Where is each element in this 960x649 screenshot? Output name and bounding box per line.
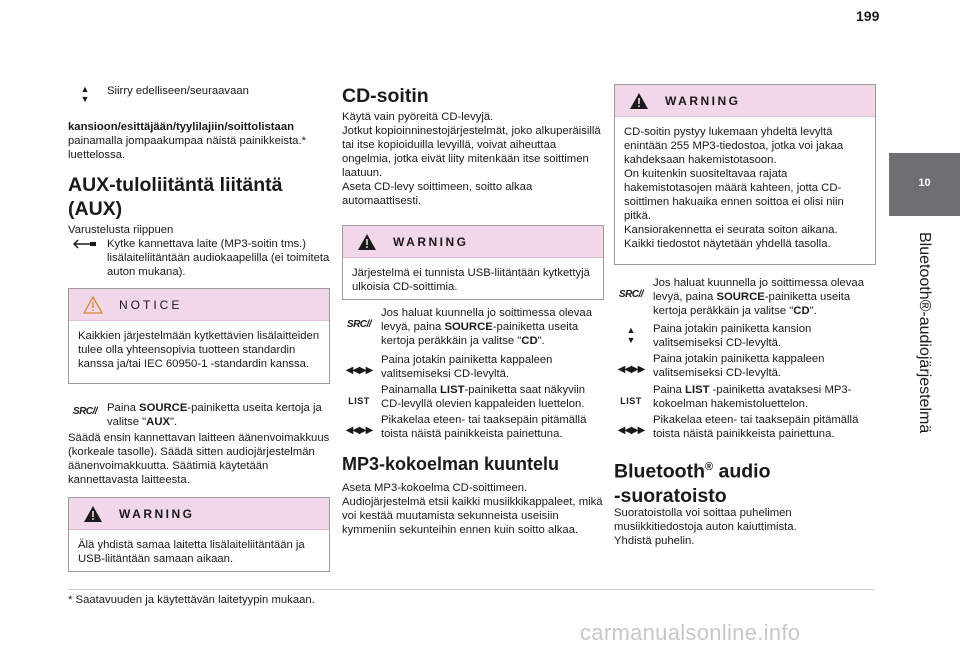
warning-header xyxy=(615,85,875,117)
notice-header xyxy=(69,289,329,321)
left-right-arrows-icon: ◀◀▶▶ xyxy=(345,365,373,376)
list-row xyxy=(614,383,876,411)
aux-intro: Varustelusta riippuen xyxy=(68,224,174,236)
notice-text: Kaikkien järjestelmään kytkettävien lisälaitteiden tulee olla yhteensopivia tuotteen standardin kanssa ja/tai IEC 60950-1 -standardin kanssa. xyxy=(78,330,320,370)
footnote: * Saatavuuden ja käytettävän laitetyypin mukaan. xyxy=(68,594,315,606)
list-text: Painamalla LIST-painiketta saat näkyviin CD-levyllä olevien kappaleiden luettelon. xyxy=(381,384,586,410)
list-icon: LIST xyxy=(620,396,642,406)
notice-label: NOTICE xyxy=(119,298,183,312)
folder-select-text: Paina jotakin painiketta kansion valitsemiseksi CD-levyltä. xyxy=(653,323,812,349)
aux-connect-row xyxy=(68,237,330,279)
warning-text: Älä yhdistä samaa laitetta lisälaiteliitäntään ja USB-liitäntään samaan aikaan. xyxy=(78,539,305,565)
aux-title-line2: (AUX) xyxy=(68,198,123,220)
aux-connect-text: Kytke kannettava laite (MP3-soitin tms.) lisälaiteliitäntään audiokaapelilla (ei toimiteta auton mukana). xyxy=(107,238,330,278)
source-icon: SRC// xyxy=(72,406,98,417)
track-select-row xyxy=(342,353,604,381)
warning-label: WARNING xyxy=(393,235,469,249)
warning-box-cd xyxy=(342,225,604,300)
source-aux-row xyxy=(68,401,330,429)
watermark: carmanualsonline.info xyxy=(580,620,801,645)
warning-text: CD-soitin pystyy lukemaan yhdeltä levyltä enintään 255 MP3-tiedostoa, jotka voi jakaa kahdeksaan hakemistotasoon. On kuitenkin suositeltavaa rajata hakemistotasojen määrä kahteen, jotta CD-soittimen hakuaika ennen soittoa ei olisi niin pitkä. Kansiorakennetta ei seurata soiton aikana. Kaikki tiedostot näytetään yhdellä tasolla. xyxy=(624,126,844,250)
list-row xyxy=(342,383,604,411)
warning-box-aux xyxy=(68,497,330,572)
fast-text: Pikakelaa eteen- tai taaksepäin pitämällä toista näistä painikkeista painettuna. xyxy=(653,414,859,440)
warning-triangle-icon xyxy=(357,233,377,251)
aux-cable-icon xyxy=(68,237,102,256)
chapter-number: 10 xyxy=(918,177,931,189)
warning-triangle-icon xyxy=(83,505,103,523)
source-cd-row xyxy=(342,306,604,348)
chapter-tab xyxy=(889,153,960,216)
left-right-arrows-icon: ◀◀▶▶ xyxy=(345,425,373,436)
page-number: 199 xyxy=(856,8,880,24)
track-select-row xyxy=(614,352,876,380)
fast-row xyxy=(342,413,604,441)
warning-box-mp3 xyxy=(614,84,876,265)
list-text: Paina LIST -painiketta avataksesi MP3-kokoelman hakemistoluettelon. xyxy=(653,384,852,410)
aux-adjust-text: Säädä ensin kannettavan laitteen äänenvoimakkuus (korkeale tasolle). Säädä sitten audiojärjestelmän äänenvoimakkuutta. Säätimiä käytetään kannettavasta laitteesta. xyxy=(68,432,330,486)
footnote-divider xyxy=(68,589,874,590)
folder-select-row xyxy=(614,322,876,350)
track-select-text: Paina jotakin painiketta kappaleen valitsemiseksi CD-levyltä. xyxy=(653,353,825,379)
source-icon: SRC// xyxy=(346,319,372,330)
skip-detail xyxy=(68,120,330,162)
bluetooth-title: Bluetooth® audio -suoratoisto xyxy=(614,460,771,507)
notice-triangle-icon xyxy=(83,296,103,314)
aux-title xyxy=(68,173,330,221)
up-down-arrows-icon: ▲ ▼ xyxy=(80,84,90,104)
left-right-arrows-icon: ◀◀▶▶ xyxy=(617,425,645,436)
source-cd-text: Jos haluat kuunnella jo soittimessa olevaa levyä, paina SOURCE-painiketta useita kertoja peräkkäin ja valitse "CD". xyxy=(381,307,593,347)
skip-row xyxy=(68,84,330,104)
bluetooth-text: Suoratoistolla voi soittaa puhelimen musiikkitiedostoja auton kaiuttimista. Yhdistä puhelin. xyxy=(614,507,797,547)
source-mp3-text: Jos haluat kuunnella jo soittimessa olevaa levyä, paina SOURCE-painiketta useita kertoja peräkkäin ja valitse "CD". xyxy=(653,277,865,317)
fast-text: Pikakelaa eteen- tai taaksepäin pitämällä toista näistä painikkeista painettuna. xyxy=(381,414,587,440)
list-icon: LIST xyxy=(348,396,370,406)
warning-header xyxy=(69,498,329,530)
source-aux-text: Paina SOURCE-painiketta useita kertoja ja valitse "AUX". xyxy=(107,402,322,428)
warning-label: WARNING xyxy=(119,507,195,521)
warning-triangle-icon xyxy=(629,92,649,110)
cd-intro: Käytä vain pyöreitä CD-levyjä. Jotkut kopioinninestojärjestelmät, joko alkuperäisillä tai itse kopioiduilla levyillä, voivat aiheuttaa ongelmia, jotka eivät liity mitenkään itse soittimen laatuun. Aseta CD-levy soittimeen, soitto alkaa automaattisesti. xyxy=(342,111,601,207)
aux-title-line1: AUX-tuloliitäntä liitäntä xyxy=(68,174,283,196)
up-down-arrows-icon: ▲ ▼ xyxy=(626,325,636,345)
mp3-title: MP3-kokoelman kuuntelu xyxy=(342,454,560,474)
source-mp3-row xyxy=(614,276,876,318)
cd-title: CD-soitin xyxy=(342,85,429,107)
skip-detail-bold: kansioon/esittäjään/tyylilajiin/soittolistaan xyxy=(68,121,294,133)
track-select-text: Paina jotakin painiketta kappaleen valitsemiseksi CD-levyltä. xyxy=(381,354,553,380)
chapter-title: Bluetooth®-audiojärjestelmä xyxy=(916,232,933,434)
warning-header xyxy=(343,226,603,258)
notice-box xyxy=(68,288,330,384)
skip-text: Siirry edelliseen/seuraavaan xyxy=(107,85,249,97)
skip-detail-rest: painamalla jompaakumpaa näistä painikkeista.* luettelossa. xyxy=(68,135,307,161)
warning-label: WARNING xyxy=(665,94,741,108)
fast-row xyxy=(614,413,876,441)
left-right-arrows-icon: ◀◀▶▶ xyxy=(617,364,645,375)
warning-text: Järjestelmä ei tunnista USB-liitäntään kytkettyjä ulkoisia CD-soittimia. xyxy=(352,267,590,293)
mp3-text: Aseta MP3-kokoelma CD-soittimeen. Audiojärjestelmä etsii kaikki musiikkikappaleet, mikä voi kestää muutamista sekunneista useisiin kymmeniin sekunteihin ennen kuin soitto alkaa. xyxy=(342,482,603,536)
source-icon: SRC// xyxy=(618,289,644,300)
